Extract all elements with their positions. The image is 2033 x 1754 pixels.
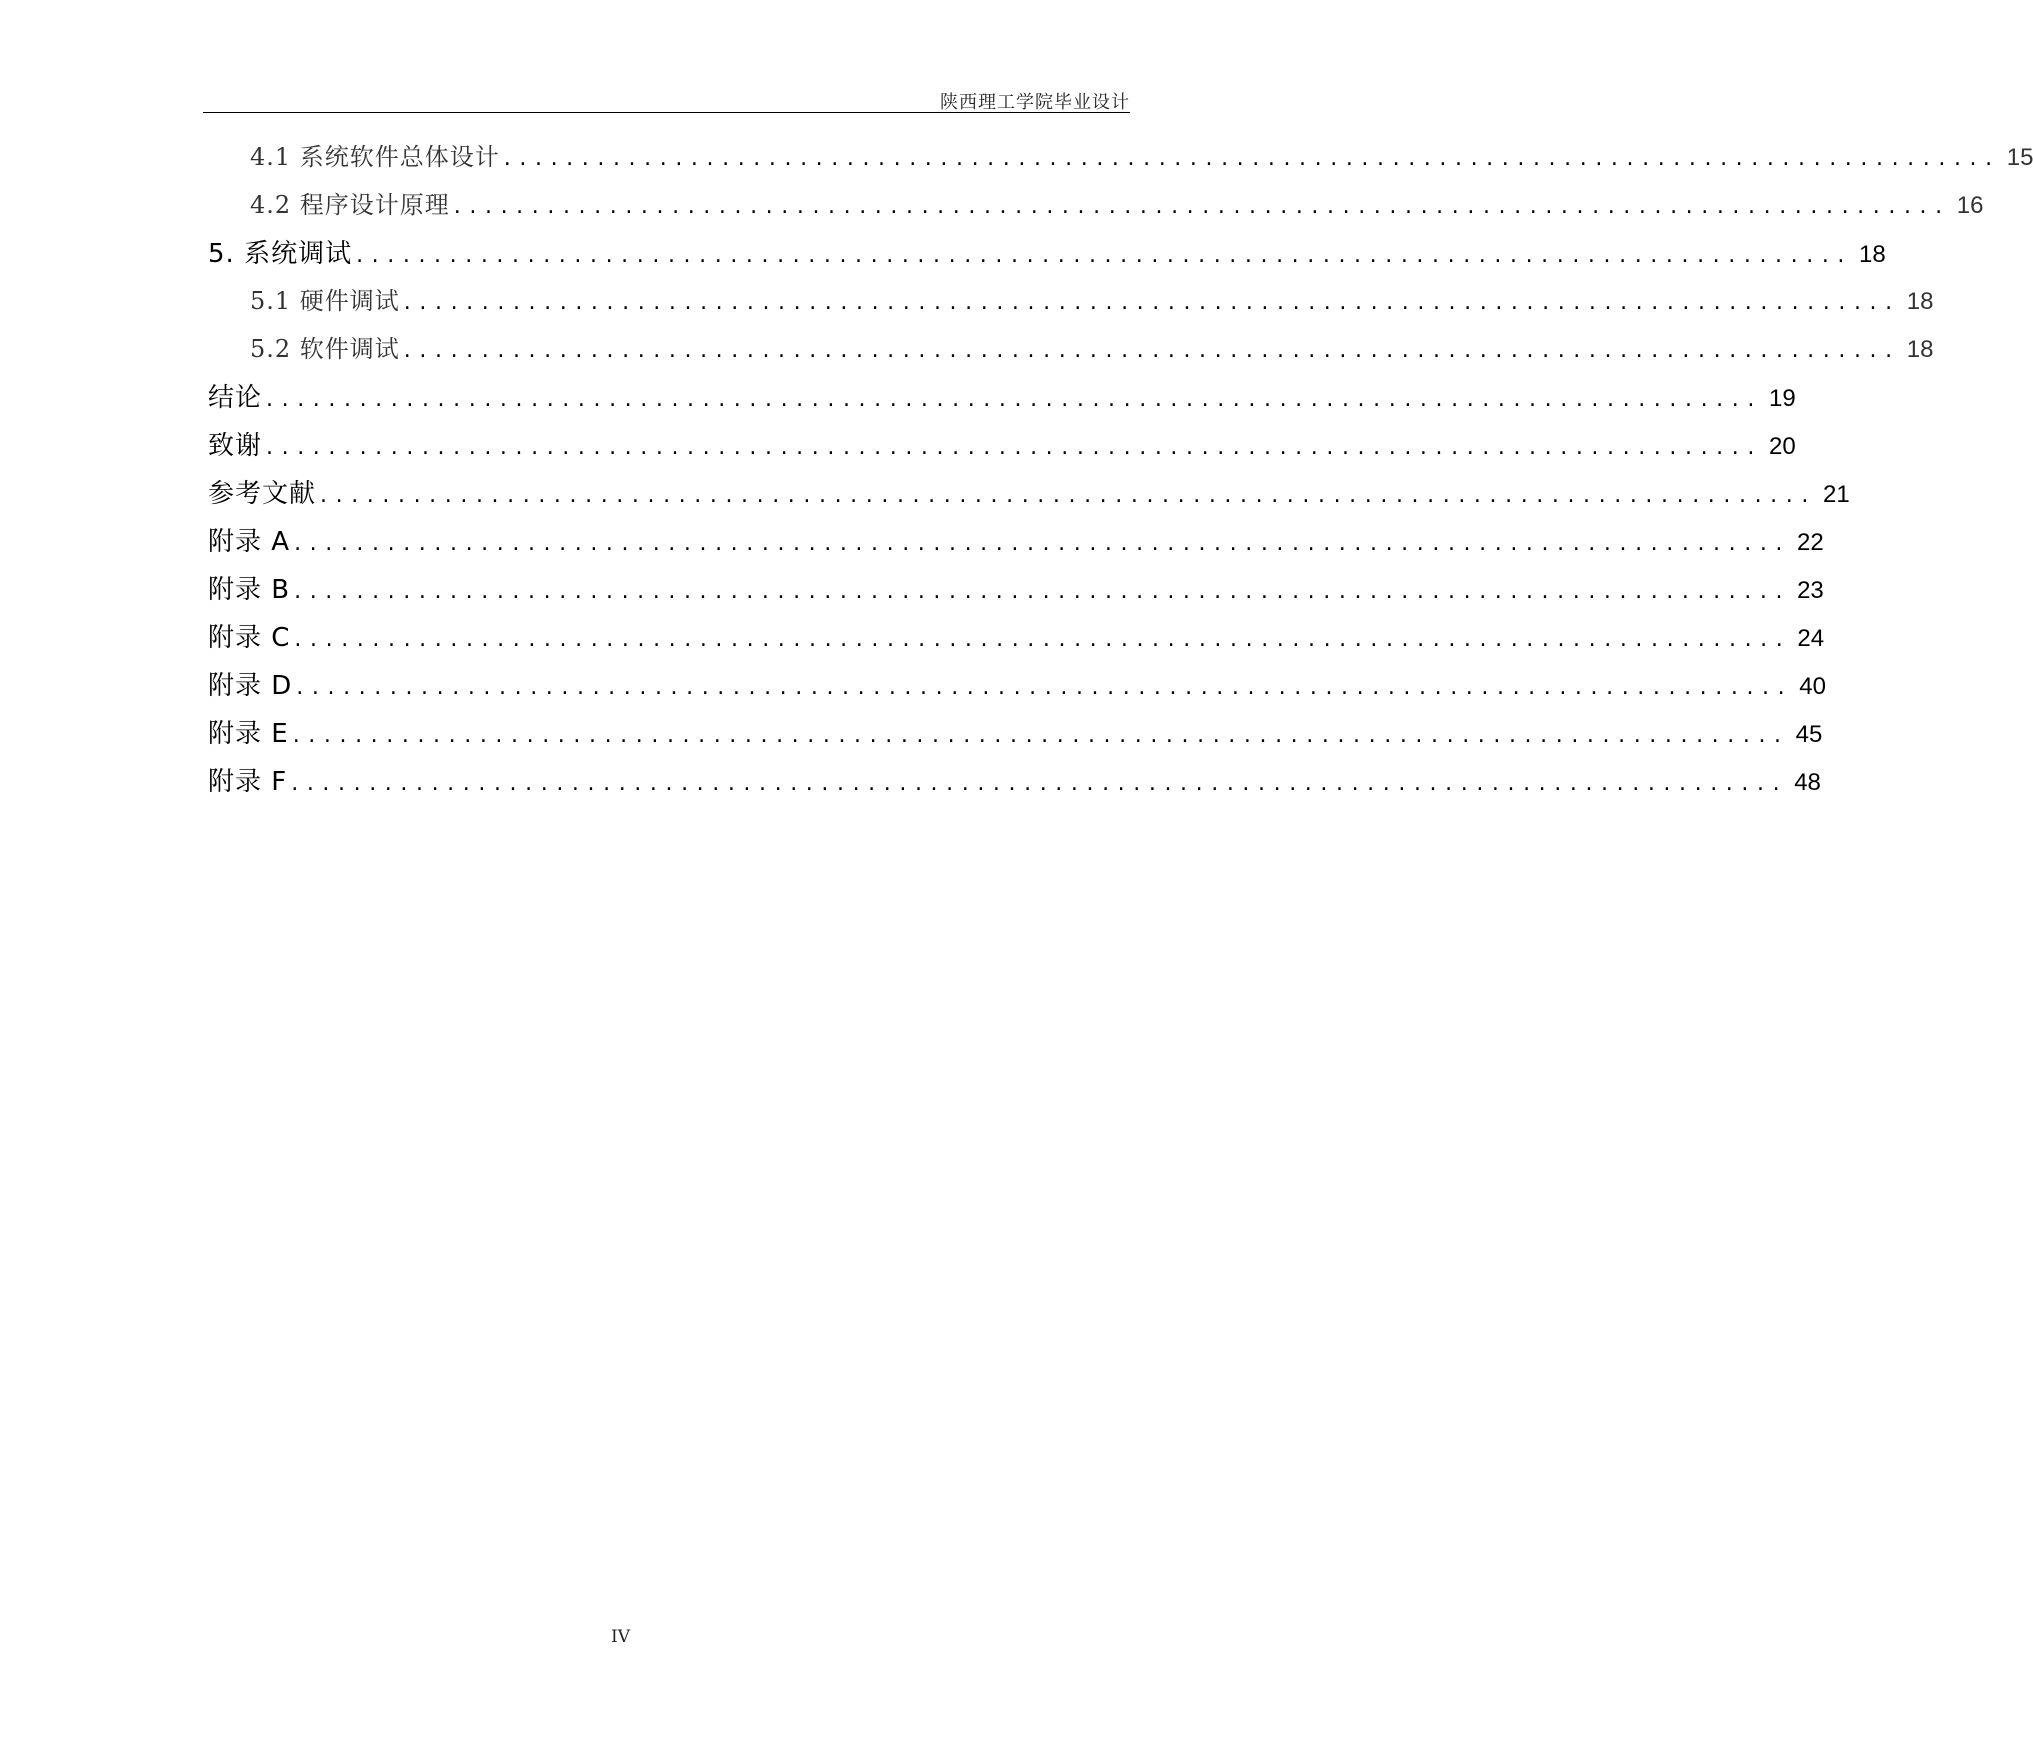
toc-entry-5-2[interactable] (250, 329, 1934, 373)
toc-entry-5[interactable] (208, 233, 1886, 277)
toc-entry-title: 5. 系统调试 (208, 239, 353, 269)
toc-entry-page: 18 (1906, 336, 1934, 363)
toc-dot-leader: ................................................................................................ (294, 579, 1792, 604)
toc-entry-title: 5.2 软件调试 (250, 335, 400, 363)
page-number: IV (611, 1627, 630, 1647)
toc-entry-page: 45 (1795, 721, 1823, 748)
toc-entry-title: 附录 B (208, 575, 291, 605)
toc-entry-appendix-e[interactable] (208, 713, 1823, 757)
toc-dot-leader: ................................................................................................ (292, 723, 1790, 748)
toc-entry-page: 19 (1768, 385, 1796, 412)
toc-entry-5-1[interactable] (250, 281, 1934, 325)
toc-dot-leader: ................................................................................................ (356, 243, 1854, 268)
toc-entry-page: 18 (1906, 288, 1934, 315)
toc-entry-title: 致谢 (208, 431, 263, 461)
toc-entry-page: 48 (1794, 769, 1821, 796)
toc-entry-appendix-c[interactable] (208, 617, 1825, 661)
toc-entry-4-1[interactable] (250, 137, 2033, 181)
toc-entry-appendix-f[interactable] (208, 761, 1821, 805)
toc-dot-leader: ................................................................................................ (320, 483, 1817, 508)
toc-entry-title: 附录 D (208, 671, 293, 701)
toc-entry-page: 22 (1797, 529, 1824, 556)
toc-dot-leader: ................................................................................................ (403, 338, 1901, 363)
toc-entry-title: 结论 (208, 383, 263, 413)
toc-entry-title: 附录 C (208, 623, 291, 653)
toc-entry-page: 18 (1859, 241, 1886, 268)
toc-entry-references[interactable] (208, 473, 1850, 517)
toc-dot-leader: ................................................................................................ (266, 435, 1763, 460)
toc-entry-title: 4.2 程序设计原理 (250, 191, 450, 219)
toc-entry-title: 附录 A (208, 527, 291, 557)
toc-entry-title: 参考文献 (208, 479, 317, 509)
toc-entry-page: 40 (1799, 673, 1826, 700)
page-header-title: 陕西理工学院毕业设计 (940, 92, 1130, 113)
toc-dot-leader: ................................................................................................ (453, 194, 1951, 219)
toc-dot-leader: ................................................................................................ (291, 771, 1789, 796)
toc-dot-leader: ................................................................................................ (266, 387, 1763, 412)
toc-dot-leader: ................................................................................................ (294, 531, 1792, 556)
toc-dot-leader: ................................................................................................ (296, 675, 1794, 700)
toc-entry-page: 20 (1768, 433, 1796, 460)
toc-entry-4-2[interactable] (250, 185, 1984, 229)
toc-entry-title: 附录 E (208, 719, 289, 749)
toc-entry-page: 23 (1797, 577, 1824, 604)
toc-entry-title: 附录 F (208, 767, 288, 797)
toc-dot-leader: ................................................................................................ (503, 146, 2001, 171)
toc-entry-appendix-d[interactable] (208, 665, 1826, 709)
header-divider (203, 112, 1130, 113)
toc-entry-page: 21 (1822, 481, 1850, 508)
toc-entry-title: 4.1 系统软件总体设计 (250, 143, 500, 171)
toc-entry-appendix-a[interactable] (208, 521, 1824, 565)
toc-dot-leader: ................................................................................................ (294, 627, 1792, 652)
toc-entry-title: 5.1 硬件调试 (250, 287, 400, 315)
toc-dot-leader: ................................................................................................ (403, 290, 1901, 315)
toc-entry-conclusion[interactable] (208, 377, 1796, 421)
toc-entry-page: 16 (1956, 192, 1984, 219)
toc-entry-page: 24 (1797, 625, 1825, 652)
toc-entry-page: 15 (2006, 144, 2033, 171)
toc-entry-appendix-b[interactable] (208, 569, 1824, 613)
toc-entry-acknowledgements[interactable] (208, 425, 1796, 469)
